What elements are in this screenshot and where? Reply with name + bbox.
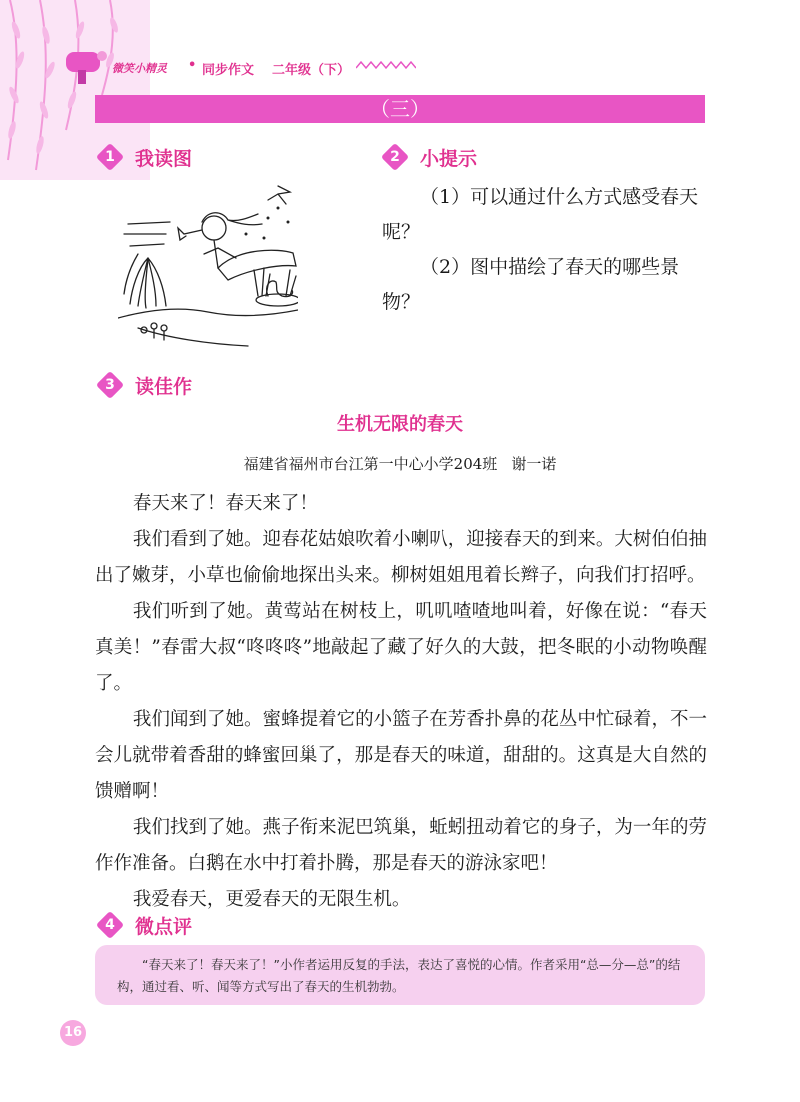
tip-2: （2）图中描绘了春天的哪些景物？ (382, 256, 680, 313)
brand-mascot-icon (62, 46, 110, 86)
essay-paragraph: 我们看到了她。迎春花姑娘吹着小喇叭，迎接春天的到来。大树伯伯抽出了嫩芽，小草也偷偷地探出头来。柳树姐姐甩着长辫子，向我们打招呼。 (95, 529, 707, 586)
diamond-number-icon: 1 (95, 142, 125, 172)
essay-paragraph: 我爱春天，更爱春天的无限生机。 (132, 889, 411, 910)
essay-author (0, 453, 800, 474)
header-separator: • (188, 58, 197, 73)
section-title: 读佳作 (135, 376, 193, 398)
essay-paragraph: 我们找到了她。燕子衔来泥巴筑巢，蚯蚓扭动着它的身子，为一年的劳作作准备。白鹅在水中打着扑腾，那是春天的游泳家吧！ (95, 817, 707, 874)
diamond-number-icon: 4 (95, 910, 125, 940)
diamond-number-icon: 3 (95, 370, 125, 400)
section-title-bar: （三） (95, 95, 705, 123)
zigzag-decoration (356, 60, 416, 70)
essay-paragraph: 春天来了！春天来了！ (132, 493, 318, 514)
brand-name: 微笑小精灵 (112, 62, 167, 75)
essay-paragraph: 我们听到了她。黄莺站在树枝上，叽叽喳喳地叫着，好像在说：“春天真美！”春雷大叔“咚咚咚”地敲起了藏了好久的大鼓，把冬眠的小动物唤醒了。 (95, 601, 707, 694)
comment-box: “春天来了！春天来了！”小作者运用反复的手法，表达了喜悦的心情。作者采用“总—分—总”的结构，通过看、听、闻等方式写出了春天的生机勃勃。 (95, 945, 705, 1005)
section-title: 微点评 (135, 916, 193, 938)
series-title: 同步作文 (202, 63, 255, 78)
section-title: 小提示 (420, 148, 478, 170)
grade-label: 二年级（下） (272, 63, 351, 78)
tips-text (382, 180, 707, 320)
page-number: 16 (60, 1020, 86, 1046)
tip-1: （1）可以通过什么方式感受春天呢？ (382, 186, 699, 243)
willow-branches-decoration (0, 0, 150, 180)
author-name: 谢一诺 (511, 455, 557, 473)
diamond-number-icon: 2 (380, 142, 410, 172)
section-title: 我读图 (135, 148, 193, 170)
spring-scene-illustration (118, 178, 298, 348)
essay-title: 生机无限的春天 (337, 414, 463, 435)
essay-body (95, 486, 707, 918)
essay-paragraph: 我们闻到了她。蜜蜂提着它的小篮子在芳香扑鼻的花丛中忙碌着，不一会儿就带着香甜的蜂蜜回巢了，那是春天的味道，甜甜的。这真是大自然的馈赠啊！ (95, 709, 707, 802)
author-school: 福建省福州市台江第一中心小学204班 (243, 455, 498, 473)
